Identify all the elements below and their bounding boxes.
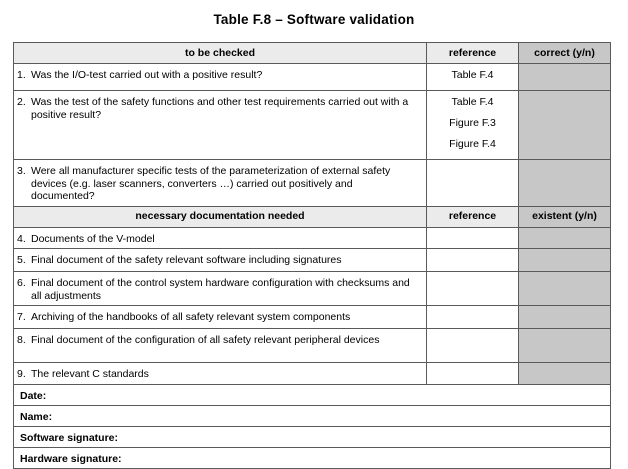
item-number: 1. xyxy=(17,69,26,81)
header-reference: reference xyxy=(427,206,519,227)
date-field[interactable]: Date: xyxy=(14,384,611,405)
table-title: Table F.8 – Software validation xyxy=(213,12,415,27)
reference-text: Table F.4 xyxy=(451,69,494,81)
software-signature-field[interactable]: Software signature: xyxy=(14,426,611,447)
item-cell xyxy=(14,91,427,160)
header-row-checks xyxy=(14,43,611,64)
correct-input-cell[interactable] xyxy=(519,91,611,160)
item-cell xyxy=(14,249,427,272)
existent-input-cell[interactable] xyxy=(519,249,611,272)
software-validation-table xyxy=(13,42,611,469)
item-number: 8. xyxy=(17,334,26,346)
header-to-be-checked: to be checked xyxy=(14,43,427,64)
reference-cell xyxy=(427,272,519,306)
existent-input-cell[interactable] xyxy=(519,272,611,306)
item-cell xyxy=(14,363,427,385)
existent-input-cell[interactable] xyxy=(519,329,611,363)
reference-cell xyxy=(427,306,519,329)
reference-text: Table F.4 xyxy=(451,96,494,108)
existent-input-cell[interactable] xyxy=(519,363,611,385)
item-text: Final document of the configuration of all safety relevant peripheral devices xyxy=(31,334,380,346)
table-row xyxy=(14,363,611,385)
item-number: 6. xyxy=(17,277,26,289)
item-cell xyxy=(14,227,427,249)
table-row xyxy=(14,249,611,272)
item-text: Was the test of the safety functions and other test requirements carried out with a positive result? xyxy=(31,96,409,121)
table-row xyxy=(14,160,611,207)
item-text: Documents of the V-model xyxy=(31,232,155,245)
footer-row-date[interactable] xyxy=(14,384,611,405)
item-cell xyxy=(14,306,427,329)
reference-cell xyxy=(427,363,519,385)
table-row xyxy=(14,272,611,306)
header-correct: correct (y/n) xyxy=(519,43,611,64)
footer-row-software-signature[interactable] xyxy=(14,426,611,447)
item-text: Was the I/O-test carried out with a positive result? xyxy=(31,69,263,81)
reference-cell xyxy=(427,160,519,207)
item-number: 3. xyxy=(17,165,26,177)
existent-input-cell[interactable] xyxy=(519,306,611,329)
hardware-signature-field[interactable]: Hardware signature: xyxy=(14,447,611,468)
header-existent: existent (y/n) xyxy=(519,206,611,227)
item-number: 7. xyxy=(17,311,26,323)
item-number: 2. xyxy=(17,96,26,108)
reference-cell xyxy=(427,329,519,363)
table-row xyxy=(14,306,611,329)
reference-cell xyxy=(427,91,519,160)
item-text: The relevant C standards xyxy=(31,368,149,380)
reference-cell xyxy=(427,64,519,91)
header-row-documentation xyxy=(14,206,611,227)
item-cell xyxy=(14,272,427,306)
reference-cell xyxy=(427,249,519,272)
item-text: Final document of the safety relevant software including signatures xyxy=(31,254,342,266)
header-reference: reference xyxy=(427,43,519,64)
correct-input-cell[interactable] xyxy=(519,64,611,91)
item-text: Final document of the control system hardware configuration with checksums and all adjustments xyxy=(31,277,410,302)
reference-cell xyxy=(427,227,519,249)
footer-row-name[interactable] xyxy=(14,405,611,426)
item-cell xyxy=(14,329,427,363)
existent-input-cell[interactable] xyxy=(519,227,611,249)
correct-input-cell[interactable] xyxy=(519,160,611,207)
table-row xyxy=(14,329,611,363)
header-documentation-needed: necessary documentation needed xyxy=(14,206,427,227)
item-number: 5. xyxy=(17,254,26,266)
reference-text: Figure F.4 xyxy=(449,138,496,150)
item-number: 4. xyxy=(17,232,26,245)
item-text: Archiving of the handbooks of all safety relevant system components xyxy=(31,311,351,323)
item-number: 9. xyxy=(17,368,26,380)
table-row xyxy=(14,91,611,160)
item-text: Were all manufacturer specific tests of the parameterization of external safety devices (e.g. laser scanners, converters …) carried out positively and documented? xyxy=(31,165,391,202)
item-cell xyxy=(14,160,427,207)
table-row xyxy=(14,227,611,249)
reference-text: Figure F.3 xyxy=(449,117,496,129)
name-field[interactable]: Name: xyxy=(14,405,611,426)
table-row xyxy=(14,64,611,91)
item-cell xyxy=(14,64,427,91)
